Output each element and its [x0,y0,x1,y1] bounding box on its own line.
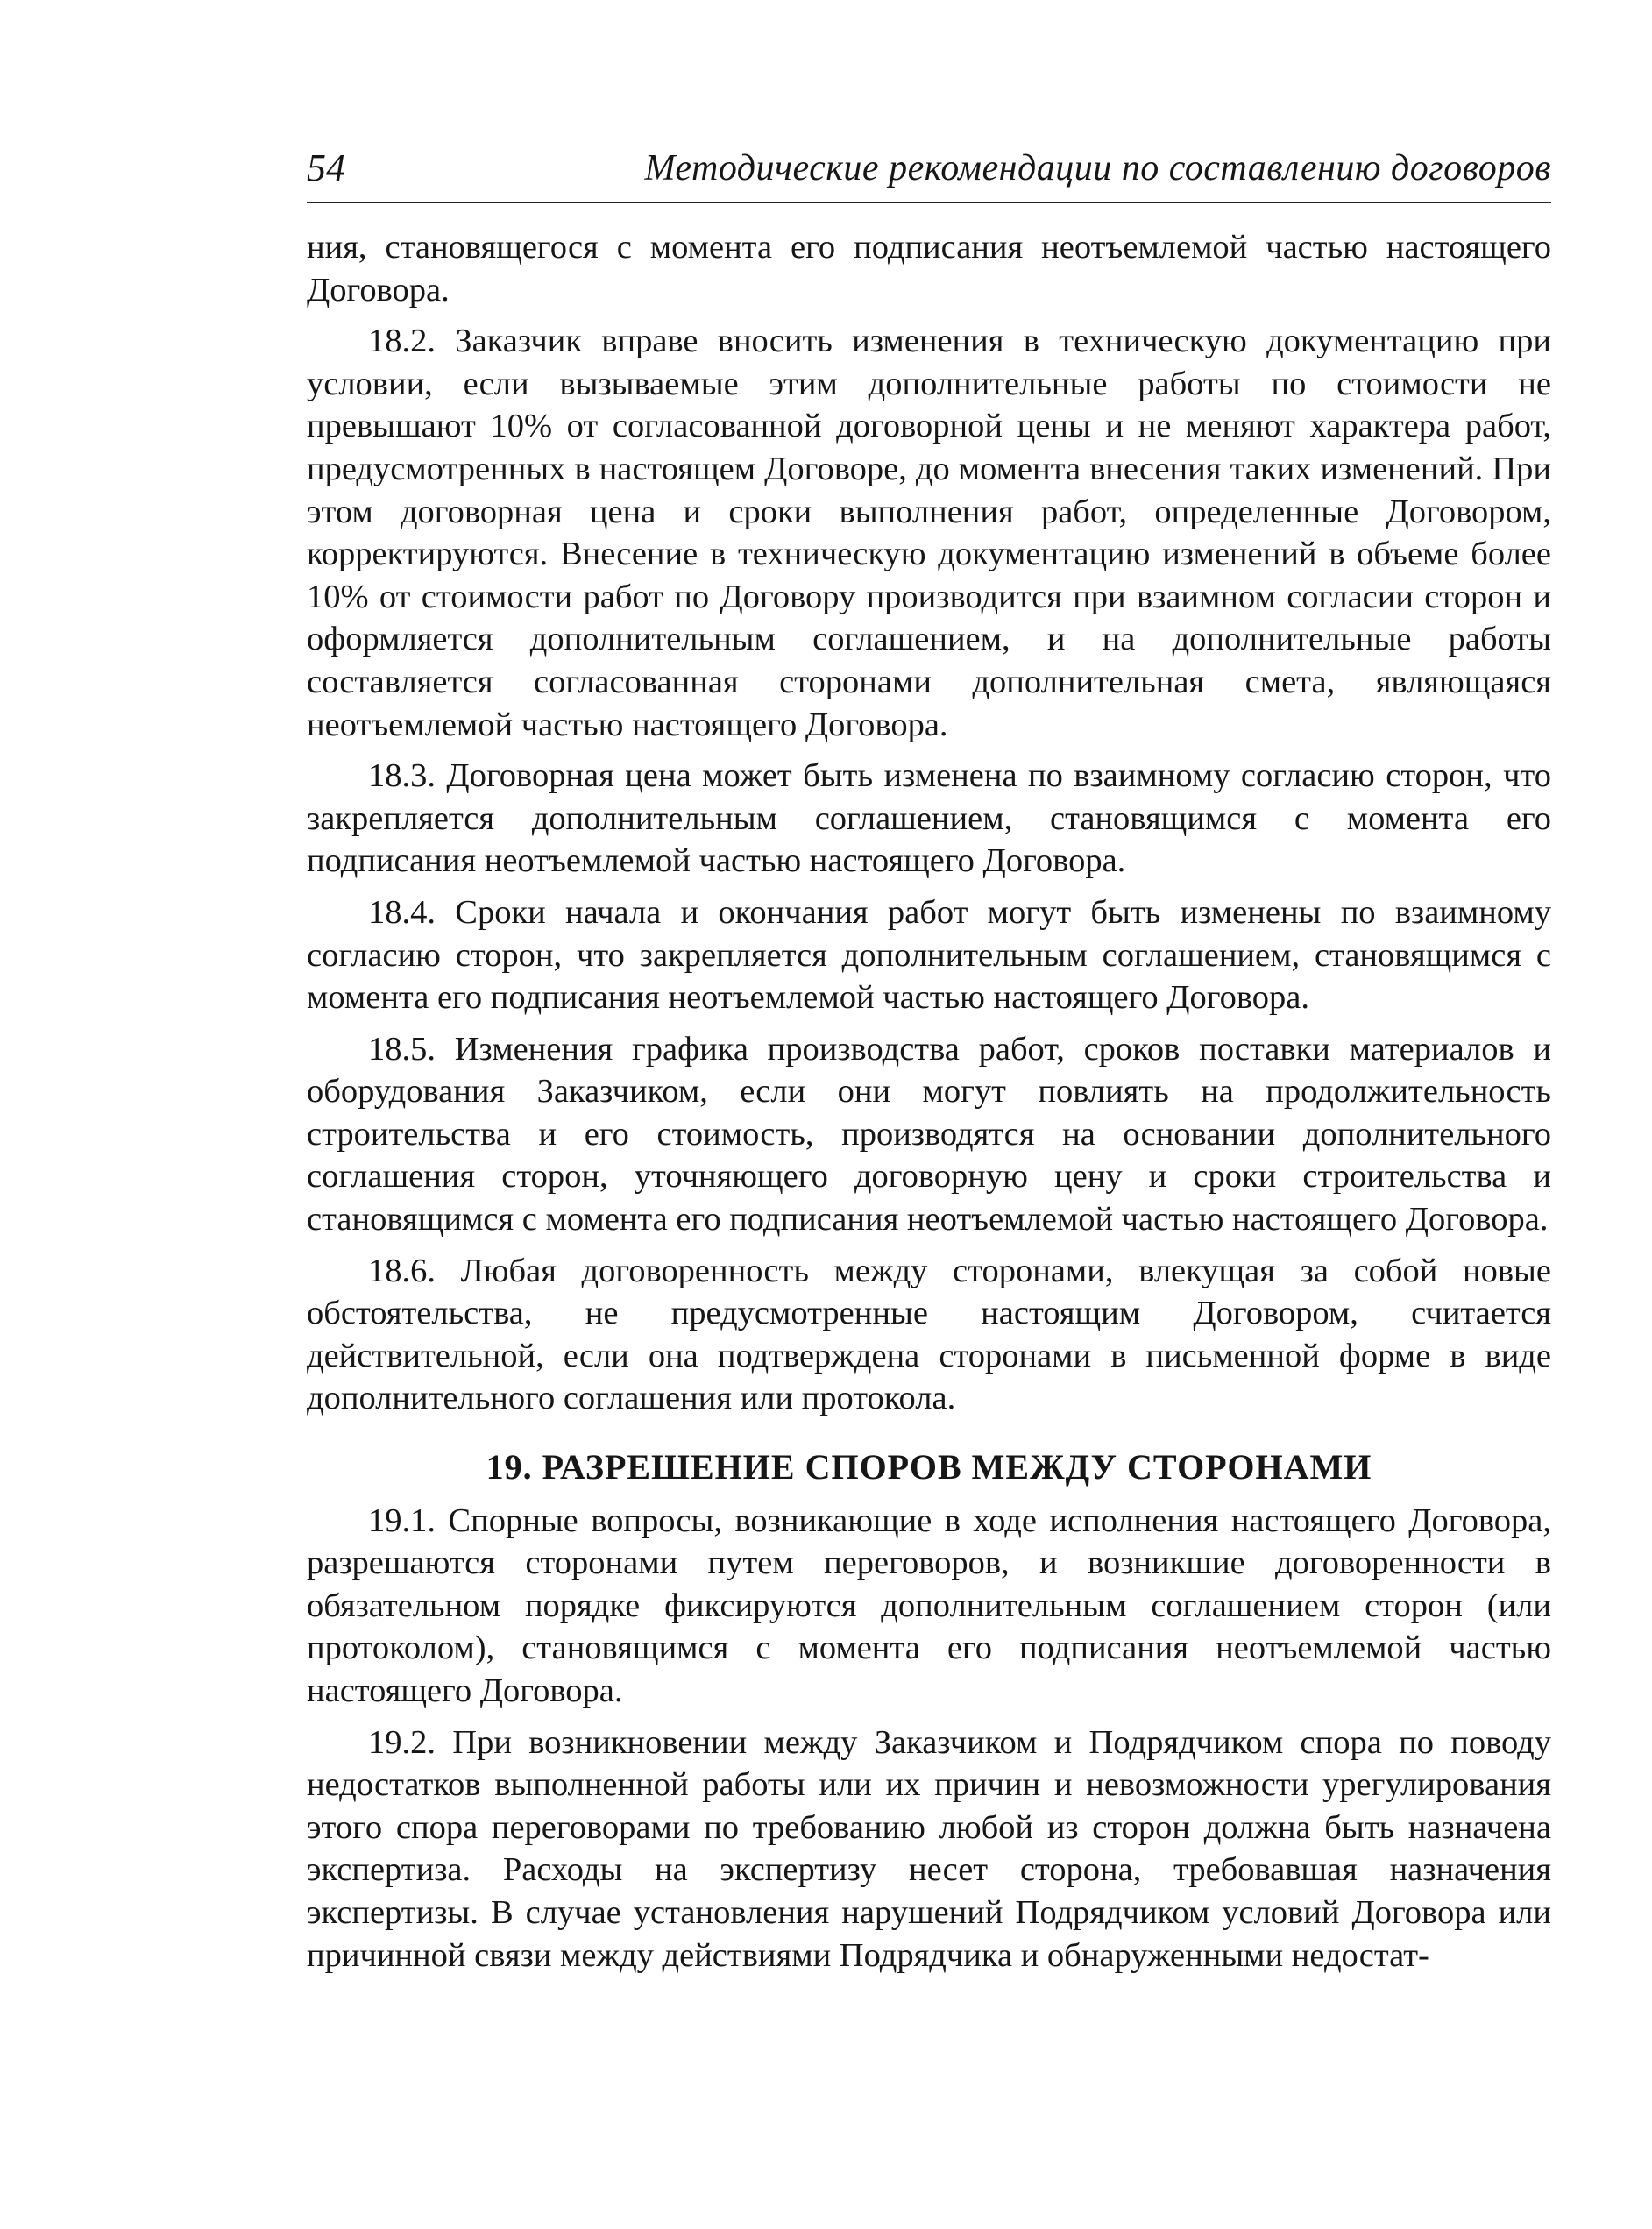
section-19-heading: 19. РАЗРЕШЕНИЕ СПОРОВ МЕЖДУ СТОРОНАМИ [486,1447,1372,1487]
clause-19-2: 19.2. При возникновении между Заказчиком и Подрядчиком спора по поводу недостатков выполненной работы или их причин и невозможности урегулирования этого спора переговорами по требованию любой из сторон должна быть назначена экспертиза. Расходы на экспертизу несет сторона, требовавшая назначения экспертизы. В случае установления нарушений Подрядчиком условий Договора или причинной связи между действиями Подрядчика и обнаруженными недостат- [307,1723,1551,1974]
page-number: 54 [307,146,345,189]
clause-19-1: 19.1. Спорные вопросы, возникающие в ходе исполнения настоящего Договора, разрешаются сторонами путем переговоров, и возникшие договоренности в обязательном порядке фиксируются дополнительным соглашением сторон (или протоколом), становящимся с момента его подписания неотъемлемой частью настоящего Договора. [307,1501,1551,1709]
clause-18-5: 18.5. Изменения графика производства работ, сроков поставки материалов и оборудования Заказчиком, если они могут повлиять на продолжительность строительства и его стоимость, производятся на основании дополнительного соглашения сторон, уточняющего договорную цену и сроки строительства и становящимся с момента его подписания неотъемлемой частью настоящего Договора. [307,1030,1551,1239]
clause-18-6: 18.6. Любая договоренность между сторонами, влекущая за собой новые обстоятельства, не предусмотренные настоящим Договором, считается действительной, если она подтверждена сторонами в письменной форме в виде дополнительного соглашения или протокола. [307,1252,1551,1417]
book-page [307,140,1551,1985]
running-header [307,140,1551,203]
clause-18-3: 18.3. Договорная цена может быть изменена по взаимному согласию сторон, что закрепляется дополнительным соглашением, становящимся с момента его подписания неотъемлемой частью настоящего Договора. [307,757,1551,880]
continued-paragraph: ния, становящегося с момента его подписания неотъемлемой частью настоящего Договора. [307,229,1551,309]
page-body [307,226,1551,1977]
running-title: Методические рекомендации по составлению договоров [644,148,1551,188]
clause-18-2: 18.2. Заказчик вправе вносить изменения в техническую документацию при условии, если вызываемые этим дополнительные работы по стоимости не превышают 10% от согласованной договорной цены и не меняют характера работ, предусмотренных в настоящем Договоре, до момента внесения таких изменений. При этом договорная цена и сроки выполнения работ, определенные Договором, корректируются. Внесение в техническую документацию изменений в объеме более 10% от стоимости работ по Договору производится при взаимном согласии сторон и оформляется дополнительным соглашением, и на дополнительные работы составляется согласованная сторонами дополнительная смета, являющаяся неотъемлемой частью настоящего Договора. [307,323,1551,743]
clause-18-4: 18.4. Сроки начала и окончания работ могут быть изменены по взаимному согласию сторон, что закрепляется дополнительным соглашением, становящимся с момента его подписания неотъемлемой частью настоящего Договора. [307,893,1551,1017]
